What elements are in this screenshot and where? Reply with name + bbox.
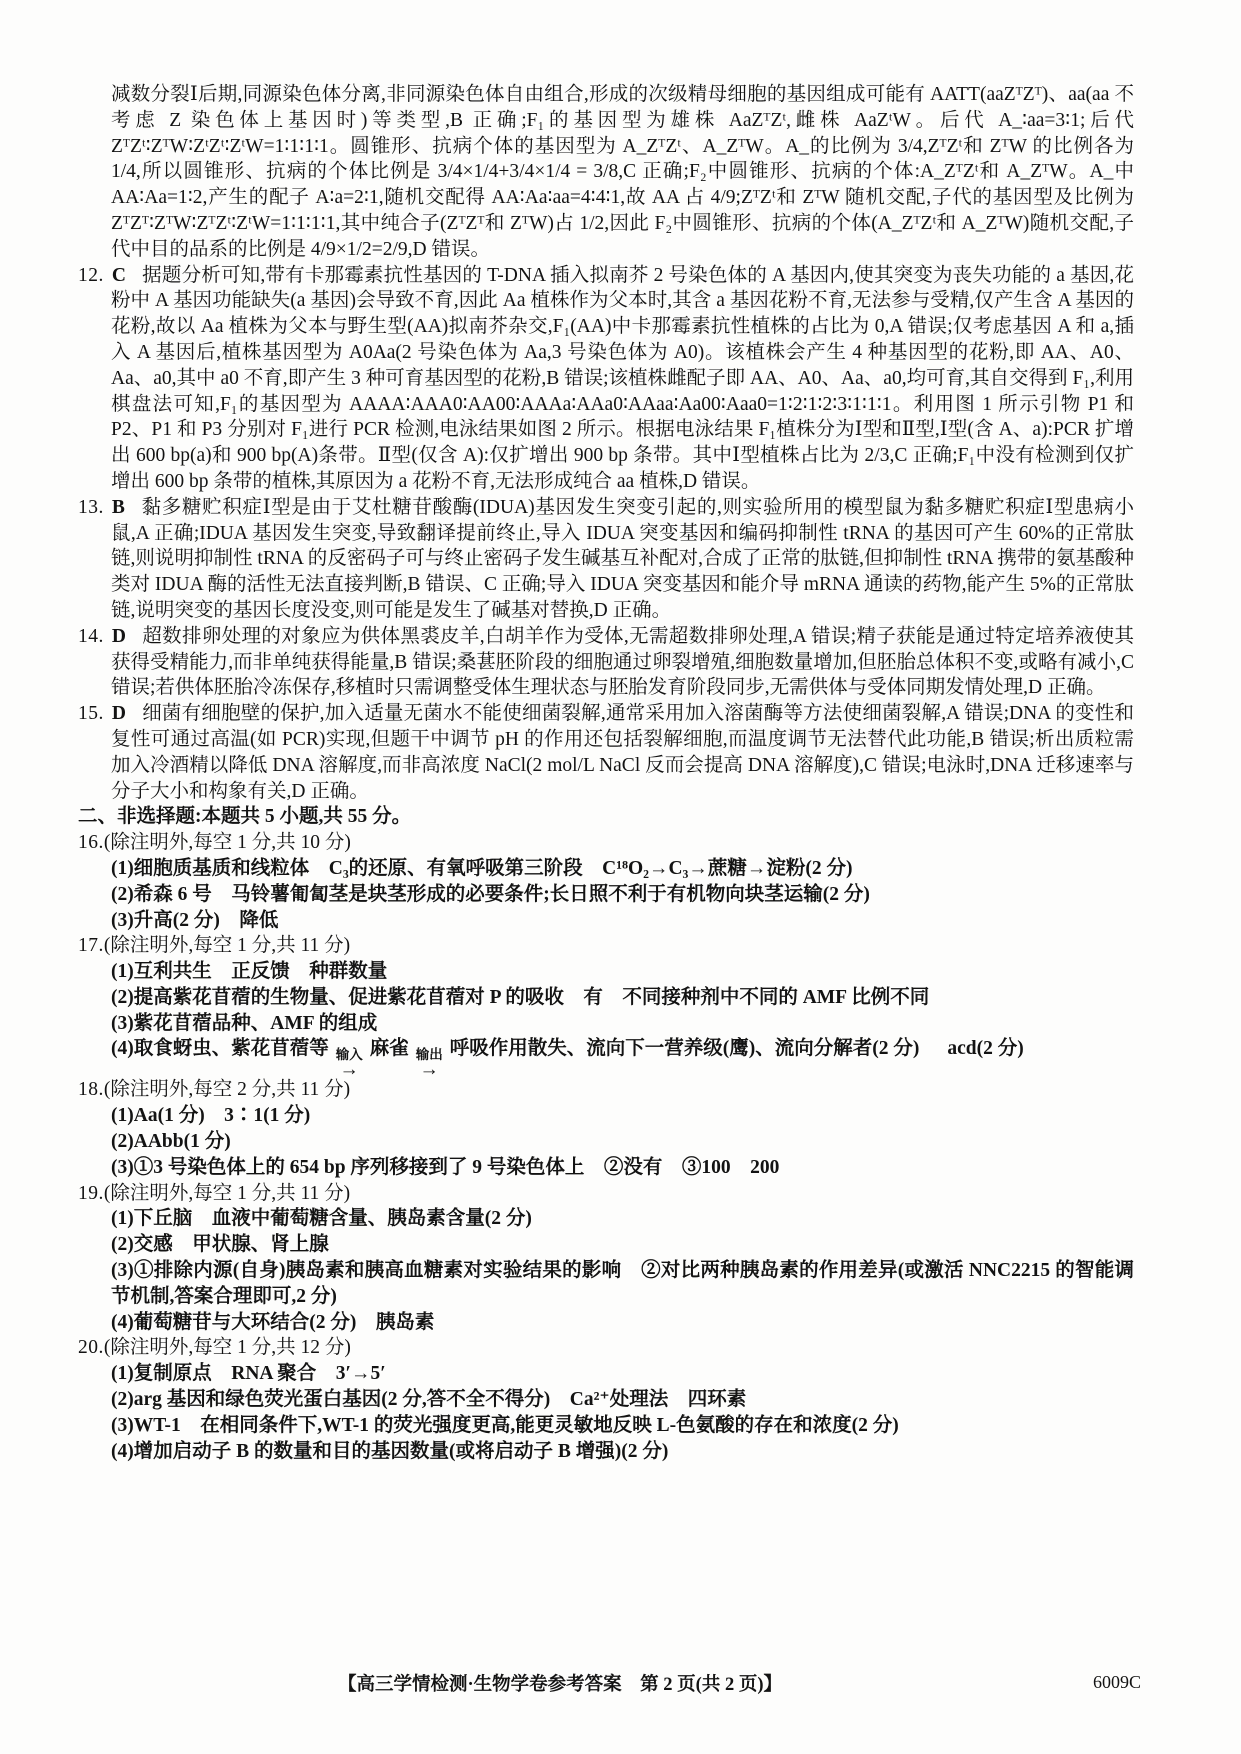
question-19-part-2: (2)交感 甲状腺、肾上腺 [111, 1234, 329, 1256]
answer-13 [78, 495, 1134, 624]
question-19-part-3: (3)①排除内源(自身)胰岛素和胰高血糖素对实验结果的影响 ②对比两种胰岛素的作用差异(或激活 NNC2215 的智能调节机制,答案合理即可,2 分) [111, 1260, 1134, 1307]
question-16-part-3: (3)升高(2 分) 降低 [111, 909, 279, 931]
right-arrow-icon: → [339, 1059, 359, 1081]
footer-title-page-indicator: 【高三学情检测·生物学卷参考答案 第 2 页(共 2 页)】 [338, 1675, 782, 1695]
question-20-heading [78, 1335, 1134, 1361]
answer-14 [78, 624, 1134, 701]
answer-11-continuation-paragraph: 减数分裂Ⅰ后期,同源染色体分离,非同源染色体自由组合,形成的次级精母细胞的基因组成可能有 AATT(aaZᵀZᵀ)、aa(aa 不考虑 Z 染色体上基因时)等类型,B 正确;F₁的基因型为雄株 AaZᵀZᵗ,雌株 AaZᵗW。后代 A_∶aa=3∶1;后代 ZᵀZᵗ∶ZᵀW∶ZᵗZᵗ∶ZᵗW=1∶1∶1∶1。圆锥形、抗病个体的基因型为 A_ZᵀZᵗ、A_ZᵀW。A_的比例为 3/4,ZᵀZᵗ和 ZᵀW 的比例各为 1/4,所以圆锥形、抗病的个体比例是 3/4×1/4+3/4×1/4 = 3/8,C 正确;F₂中圆锥形、抗病的个体:A_ZᵀZᵗ和 A_ZᵀW。A_中 AA∶Aa=1∶2,产生的配子 A∶a=2∶1,随机交配得 AA∶Aa∶aa=4∶4∶1,故 AA 占 4/9;ZᵀZᵗ和 ZᵀW 随机交配,子代的基因型及比例为 ZᵀZᵀ∶ZᵀW∶ZᵀZᵗ∶ZᵗW=1∶1∶1∶1,其中纯合子(ZᵀZᵀ和 ZᵀW)占 1/2,因此 F₂中圆锥形、抗病的个体(A_ZᵀZᵗ和 A_ZᵀW)随机交配,子代中目的品系的比例是 4/9×1/2=2/9,D 错误。 [111, 84, 1134, 260]
answer-13-explanation: 黏多糖贮积症Ⅰ型是由于艾杜糖苷酸酶(IDUA)基因发生突变引起的,则实验所用的模型鼠为黏多糖贮积症Ⅰ型患病小鼠,A 正确;IDUA 基因发生突变,导致翻译提前终止,导入 IDUA 突变基因和编码抑制性 tRNA 的基因可产生 60%的正常肽链,则说明抑制性 tRNA 的反密码子可与终止密码子发生碱基互补配对,合成了正常的肽链,但抑制性 tRNA 携带的氨基酸种类对 IDUA 酶的活性无法直接判断,B 错误、C 正确;导入 IDUA 突变基因和能介导 mRNA 通读的药物,能产生 5%的正常肽链,说明突变的基因长度没变,则可能是发生了碱基对替换,D 正确。 [111, 496, 1134, 621]
answer-12-letter: C [111, 264, 126, 286]
question-16 [78, 830, 1134, 933]
footer-paper-code: 6009C [1093, 1672, 1142, 1692]
section-2-header: 二、非选择题:本题共 5 小题,共 55 分。 [78, 806, 412, 828]
question-16-heading [78, 830, 1134, 856]
flow-extra-answer: acd(2 分) [947, 1038, 1024, 1060]
question-17 [78, 933, 1134, 1081]
question-17-number: 17. [78, 935, 104, 957]
answer-14-number: 14. [78, 625, 104, 647]
question-18-part-2: (2)AAbb(1 分) [111, 1131, 231, 1153]
answer-15-letter: D [111, 703, 126, 725]
output-arrow [415, 1047, 443, 1081]
answer-14-letter: D [111, 625, 126, 647]
question-18 [78, 1077, 1134, 1180]
right-arrow-icon: → [419, 1059, 440, 1081]
input-arrow-label: 输入 [335, 1047, 363, 1063]
question-19-heading [78, 1181, 1134, 1207]
question-19-part-1: (1)下丘脑 血液中葡萄糖含量、胰岛素含量(2 分) [111, 1208, 532, 1230]
answer-12-explanation: 据题分析可知,带有卡那霉素抗性基因的 T-DNA 插入拟南芥 2 号染色体的 A 基因内,使其突变为丧失功能的 a 基因,花粉中 A 基因功能缺失(a 基因)会导致不育,因此 Aa 植株作为父本时,其含 a 基因花粉不育,无法参与受精,仅产生含 A 基因的花粉,故以 Aa 植株为父本与野生型(AA)拟南芥杂交,F₁(AA)中卡那霉素抗性植株的占比为 0,A 错误;仅考虑基因 A 和 a,插入 A 基因后,植株基因型为 A0Aa(2 号染色体为 Aa,3 号染色体为 A0)。该植株会产生 4 种基因型的花粉,即 AA、A0、Aa、a0,其中 a0 不育,即产生 3 种可育基因型的花粉,B 错误;该植株雌配子即 AA、A0、Aa、a0,均可育,其自交得到 F₁,利用棋盘法可知,F₁的基因型为 AAAA∶AAA0∶AA00∶AAAa∶AAa0∶AAaa∶Aa00∶Aaa0=1∶2∶1∶2∶3∶1∶1∶1。利用图 1 所示引物 P1 和 P2、P1 和 P3 分别对 F₁进行 PCR 检测,电泳结果如图 2 所示。根据电泳结果 F₁植株分为Ⅰ型和Ⅱ型,Ⅰ型(含 A、a):PCR 扩增出 600 bp(a)和 900 bp(A)条带。Ⅱ型(仅含 A):仅扩增出 900 bp 条带。其中Ⅰ型植株占比为 2/3,C 正确;F₁中没有检测到仅扩增出 600 bp 条带的植株,其原因为 a 花粉不育,无法形成纯合 aa 植株,D 错误。 [111, 264, 1134, 492]
question-16-note: (除注明外,每空 1 分,共 10 分) [103, 832, 351, 854]
output-arrow-label: 输出 [415, 1047, 443, 1063]
question-20-number: 20. [78, 1337, 104, 1359]
flow-node-label: 麻雀 [369, 1038, 409, 1060]
question-16-number: 16. [78, 832, 104, 854]
flow-source-label: (4)取食蚜虫、紫花苜蓿等 [111, 1038, 329, 1060]
answer-13-letter: B [111, 496, 125, 518]
question-18-number: 18. [78, 1079, 104, 1101]
question-19-number: 19. [78, 1182, 104, 1204]
question-18-part-1: (1)Aa(1 分) 3∶1(1 分) [111, 1105, 311, 1127]
question-19 [78, 1181, 1134, 1336]
answer-12 [78, 263, 1134, 495]
question-16-part-1: (1)细胞质基质和线粒体 C₃的还原、有氧呼吸第三阶段 C¹⁸O₂→C₃→蔗糖→淀粉(2 分) [111, 857, 853, 879]
question-20-part-2: (2)arg 基因和绿色荧光蛋白基因(2 分,答不全不得分) Ca²⁺处理法 四环素 [111, 1389, 747, 1411]
answer-15-number: 15. [78, 703, 104, 725]
question-17-part-2: (2)提高紫花苜蓿的生物量、促进紫花苜蓿对 P 的吸收 有 不同接种剂中不同的 AMF 比例不同 [111, 986, 930, 1008]
answer-14-explanation: 超数排卵处理的对象应为供体黑裘皮羊,白胡羊作为受体,无需超数排卵处理,A 错误;精子获能是通过特定培养液使其获得受精能力,而非单纯获得能量,B 错误;桑葚胚阶段的细胞通过卵裂增殖,细胞数量增加,但胚胎总体积不变,或略有减小,C 错误;若供体胚胎冷冻保存,移植时只需调整受体生理状态与胚胎发育阶段同步,无需供体与受体同期发情处理,D 正确。 [111, 625, 1134, 699]
question-18-part-3: (3)①3 号染色体上的 654 bp 序列移接到了 9 号染色体上 ②没有 ③100 200 [111, 1156, 780, 1178]
answer-sheet-content [78, 82, 1134, 1464]
question-18-note: (除注明外,每空 2 分,共 11 分) [103, 1079, 351, 1101]
question-17-heading [78, 933, 1134, 959]
question-16-part-2: (2)希森 6 号 马铃薯匍匐茎是块茎形成的必要条件;长日照不利于有机物向块茎运输(2 分) [111, 883, 870, 905]
question-17-part-4-energy-flow [111, 1036, 1134, 1081]
question-20 [78, 1335, 1134, 1464]
question-19-note: (除注明外,每空 1 分,共 11 分) [103, 1182, 351, 1204]
question-17-note: (除注明外,每空 1 分,共 11 分) [103, 935, 351, 957]
question-20-part-3: (3)WT-1 在相同条件下,WT-1 的荧光强度更高,能更灵敏地反映 L-色氨酸的存在和浓度(2 分) [111, 1414, 899, 1436]
answer-13-number: 13. [78, 496, 104, 518]
question-20-part-4: (4)增加启动子 B 的数量和目的基因数量(或将启动子 B 增强)(2 分) [111, 1440, 669, 1462]
answer-15 [78, 701, 1134, 804]
question-19-part-4: (4)葡萄糖苷与大环结合(2 分) 胰岛素 [111, 1311, 435, 1333]
question-20-part-1: (1)复制原点 RNA 聚合 3′→5′ [111, 1363, 386, 1385]
answer-15-explanation: 细菌有细胞壁的保护,加入适量无菌水不能使细菌裂解,通常采用加入溶菌酶等方法使细菌裂解,A 错误;DNA 的变性和复性可通过高温(如 PCR)实现,但题干中调节 pH 的作用还包括裂解细胞,而温度调节无法替代此功能,B 错误;析出质粒需加入冷酒精以降低 DNA 溶解度,而非高浓度 NaCl(2 mol/L NaCl 反而会提高 DNA 溶解度),C 错误;电泳时,DNA 迁移速率与分子大小和构象有关,D 正确。 [111, 703, 1134, 802]
question-17-part-3: (3)紫花苜蓿品种、AMF 的组成 [111, 1012, 378, 1034]
question-18-heading [78, 1077, 1134, 1103]
answer-12-number: 12. [78, 264, 104, 286]
flow-output-label: 呼吸作用散失、流向下一营养级(鹰)、流向分解者(2 分) [449, 1038, 920, 1060]
question-17-part-1: (1)互利共生 正反馈 种群数量 [111, 961, 388, 983]
question-20-note: (除注明外,每空 1 分,共 12 分) [103, 1337, 351, 1359]
input-arrow [335, 1047, 363, 1081]
